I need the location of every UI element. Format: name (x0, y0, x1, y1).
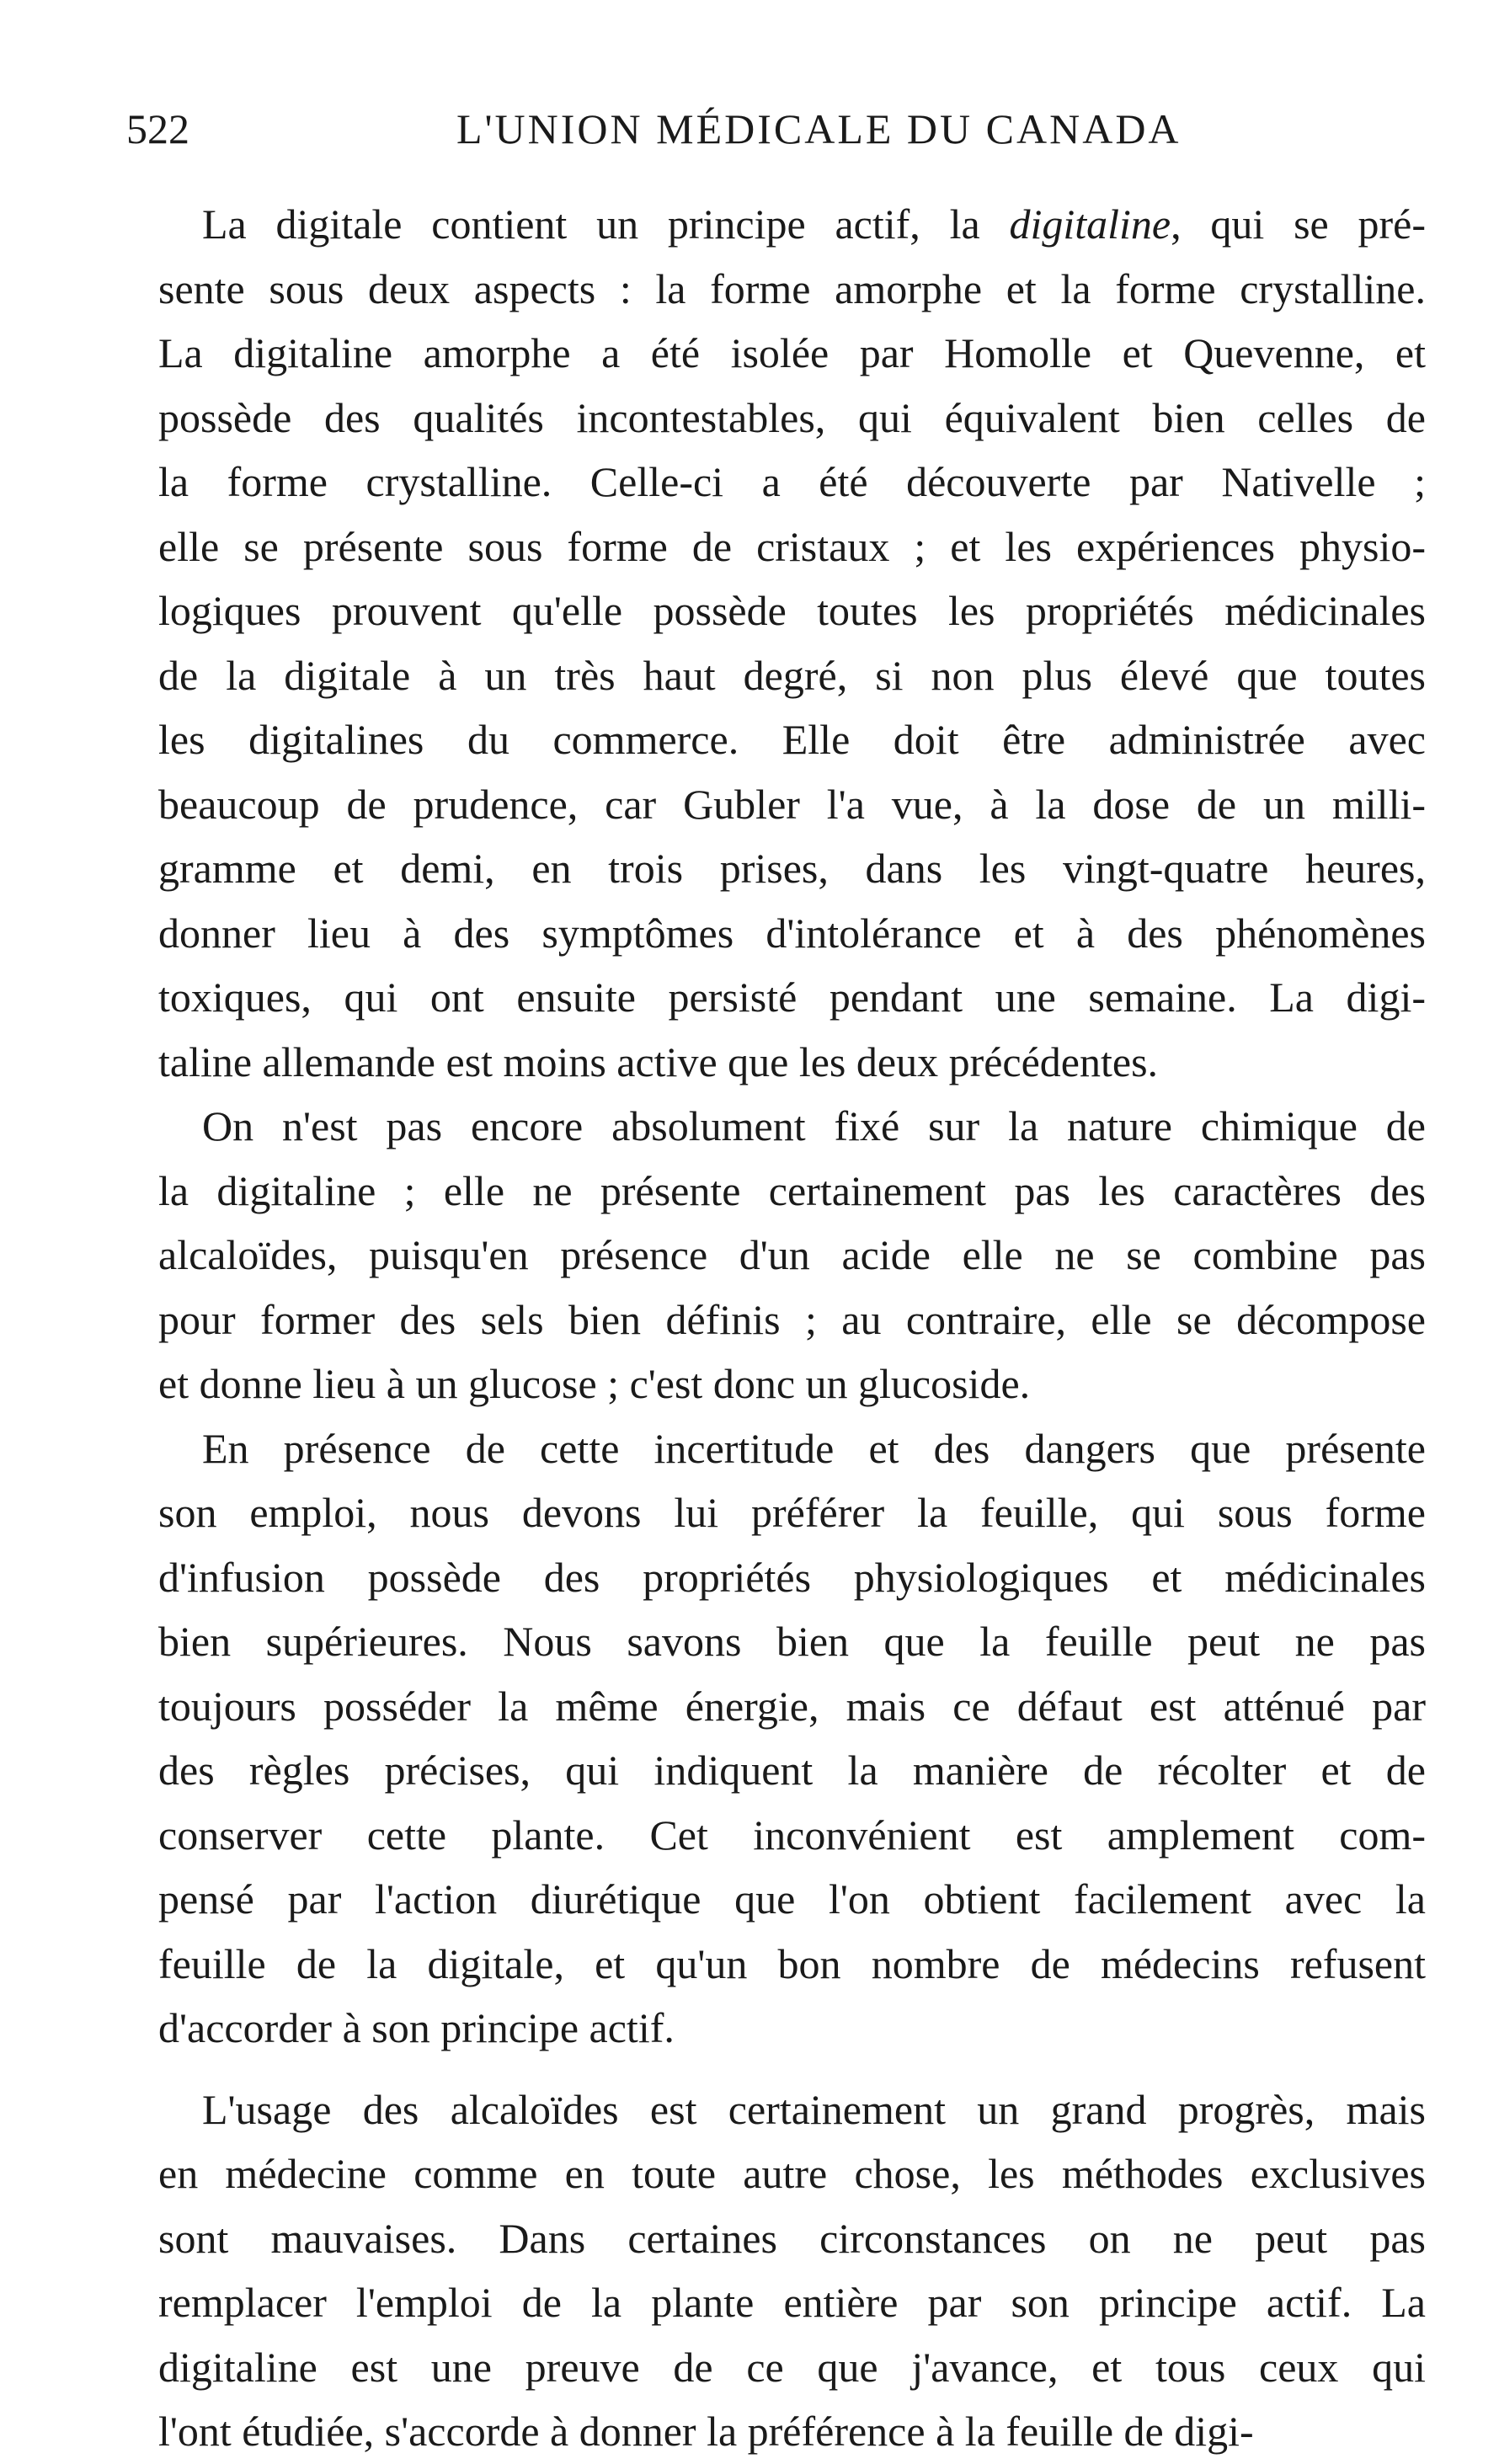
journal-title: L'UNION MÉDICALE DU CANADA (456, 105, 1182, 152)
text-line: logiques prouvent qu'elle possède toutes les propriétés médicinales (158, 587, 1426, 634)
italic-term: digitaline (1009, 200, 1171, 248)
paragraph-gap (158, 2061, 1426, 2077)
text-line: la forme crystalline. Celle-ci a été découverte par Nativelle ; (158, 458, 1426, 505)
text-line: gramme et demi, en trois prises, dans les vingt-quatre heures, (158, 845, 1426, 892)
text-line: sente sous deux aspects : la forme amorphe et la forme crystalline. (158, 264, 1426, 312)
text-segment: La digitale contient un principe actif, la (202, 200, 1010, 248)
text-line: de la digitale à un très haut degré, si non plus élevé que toutes (158, 651, 1426, 699)
text-line: feuille de la digitale, et qu'un bon nombre de médecins refusent (158, 1939, 1426, 1987)
text-line (158, 192, 1426, 257)
text-line: digitaline est une preuve de ce que j'avance, et tous ceux qui (158, 2343, 1426, 2391)
text-line: toxiques, qui ont ensuite persisté pendant une semaine. La digi- (158, 973, 1426, 1021)
paragraph (158, 1094, 1426, 1416)
text-line: pour former des sels bien définis ; au contraire, elle se décompose (158, 1295, 1426, 1343)
text-line: et donne lieu à un glucose ; c'est donc un glucoside. (158, 1360, 1031, 1407)
paragraph (158, 1416, 1426, 2061)
text-line: sont mauvaises. Dans certaines circonstances on ne peut pas (158, 2214, 1426, 2262)
text-line: remplacer l'emploi de la plante entière par son principe actif. La (158, 2279, 1426, 2326)
running-head (126, 99, 1182, 158)
text-line: donner lieu à des symptômes d'intolérance et à des phénomènes (158, 909, 1426, 957)
text-line: alcaloïdes, puisqu'en présence d'un acide elle ne se combine pas (158, 1231, 1426, 1278)
text-line: son emploi, nous devons lui préférer la feuille, qui sous forme (158, 1489, 1426, 1536)
text-segment: , qui se pré- (1171, 200, 1426, 248)
text-line: pensé par l'action diurétique que l'on obtient facilement avec la (158, 1875, 1426, 1923)
text-line: elle se présente sous forme de cristaux ; et les expériences physio- (158, 522, 1426, 570)
text-line: conserver cette plante. Cet inconvénient est amplement com- (158, 1811, 1426, 1859)
text-line: toujours posséder la même énergie, mais ce défaut est atténué par (158, 1682, 1426, 1730)
text-line: en médecine comme en toute autre chose, les méthodes exclusives (158, 2150, 1426, 2197)
text-line: d'infusion possède des propriétés physiologiques et médicinales (158, 1553, 1426, 1601)
page-number: 522 (126, 105, 189, 152)
text-line: l'ont étudiée, s'accorde à donner la préférence à la feuille de digi- (158, 2408, 1254, 2455)
text-line: On n'est pas encore absolument fixé sur la nature chimique de (202, 1102, 1426, 1149)
text-line: les digitalines du commerce. Elle doit être administrée avec (158, 716, 1426, 763)
text-line: L'usage des alcaloïdes est certainement un grand progrès, mais (202, 2085, 1426, 2133)
text-line: bien supérieures. Nous savons bien que la feuille peut ne pas (158, 1618, 1426, 1665)
paragraph (158, 2077, 1426, 2464)
text-line: des règles précises, qui indiquent la manière de récolter et de (158, 1747, 1426, 1794)
text-line: d'accorder à son principe actif. (158, 2004, 675, 2051)
text-line: taline allemande est moins active que les deux précédentes. (158, 1037, 1159, 1085)
text-line: La digitaline amorphe a été isolée par Homolle et Quevenne, et (158, 329, 1426, 376)
paragraph-list (158, 192, 1426, 2464)
text-line: possède des qualités incontestables, qui équivalent bien celles de (158, 393, 1426, 441)
text-line: la digitaline ; elle ne présente certainement pas les caractères des (158, 1166, 1426, 1214)
paragraph (158, 192, 1426, 1094)
text-line: En présence de cette incertitude et des dangers que présente (202, 1424, 1426, 1472)
body-text (158, 192, 1426, 2464)
text-line: beaucoup de prudence, car Gubler l'a vue, à la dose de un milli- (158, 780, 1426, 828)
